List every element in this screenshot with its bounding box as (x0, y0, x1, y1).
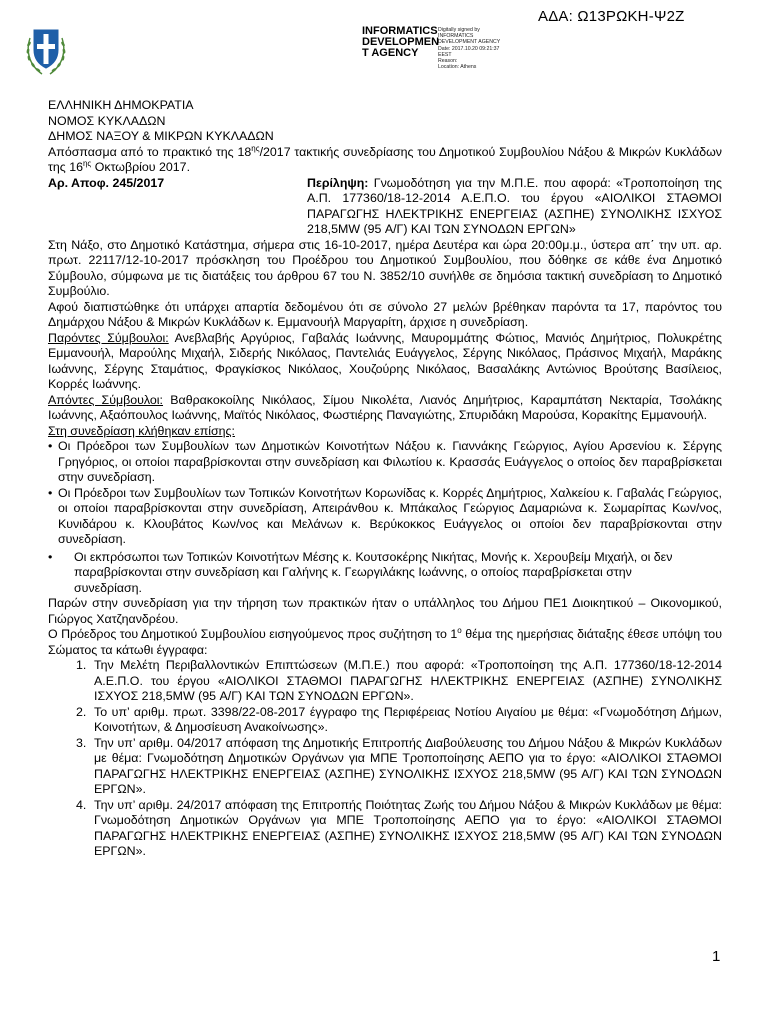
bullet-icon: • (48, 485, 53, 500)
signature-detail-line: Reason: (438, 58, 458, 65)
signature-detail-line: Digitally signed by (438, 27, 480, 33)
signature-detail-line: Date: 2017.10.20 09:21:37 (438, 45, 500, 52)
decision-number: Αρ. Αποφ. 245/2017 (48, 175, 165, 190)
summary-text: Γνωμοδότηση για την Μ.Π.Ε. που αφορά: «Τροποποίηση της Α.Π. 177360/18-12-2014 Α.Ε.Π.Ο. του έργου «ΑΙΟΛΙΚΟΙ ΣΤΑΘΜΟΙ ΠΑΡΑΓΩΓΗΣ ΗΛΕΚΤΡΙΚΗΣ ΕΝΕΡΓΕΙΑΣ (ΑΣΠΗΕ) ΣΥΝΟΛΙΚΗΣ ΙΣΧΥΟΣ 218,5MW (95 Α/Γ) ΚΑΙ ΤΩΝ ΣΥΝΟΔΩΝ ΕΡΓΩΝ» (307, 175, 722, 236)
intro-paragraph: Στη Νάξο, στο Δημοτικό Κατάστημα, σήμερα στις 16-10-2017, ημέρα Δευτέρα και ώρα 20:00μ.μ., ύστερα απ΄ την υπ. αρ. πρωτ. 22117/12-10-2017 πρόσκληση του Προέδρου του Δημοτικού Συμβουλίου, που δόθηκε σε κάθε ένα Δημοτικό Σύμβουλο, σύμφωνα με τις διατάξεις του άρθρου 67 του Ν. 3852/10 συνήλθε σε δημόσια τακτική συνεδρίαση το Δημοτικό Συμβούλιο. (48, 237, 722, 298)
ordinal-superscript: ο (457, 625, 462, 635)
org-line-prefecture: ΝΟΜΟΣ ΚΥΚΛΑΔΩΝ (48, 113, 166, 128)
extract-text: Οκτωβρίου 2017. (91, 160, 191, 174)
list-item (48, 705, 722, 736)
decision-row (48, 176, 722, 238)
hellenic-republic-coat-of-arms-icon (22, 22, 70, 80)
list-item (48, 658, 722, 705)
invited-item: Οι Πρόεδροι των Συμβουλίων των Δημοτικών Κοινοτήτων Νάξου κ. Γιαννάκης Γεώργιος, Αγίου Αρσενίου κ. Σέργης Γρηγόριος, οι οποίοι παραβρίσκονται στην συνεδρίαση και Φιλωτίου κ. Κρασσάς Ευάγγελος ο οποίος δεν παραβρίσκεται στην συνεδρίαση. (58, 439, 722, 484)
ordinal-superscript: ης (82, 158, 92, 168)
document-text: Την Μελέτη Περιβαλλοντικών Επιπτώσεων (Μ.Π.Ε.) που αφορά: «Τροποποίηση της Α.Π. 177360/18-12-2014 Α.Ε.Π.Ο. του έργου «ΑΙΟΛΙΚΟΙ ΣΤΑΘΜΟΙ ΠΑΡΑΓΩΓΗΣ ΗΛΕΚΤΡΙΚΗΣ ΕΝΕΡΓΕΙΑΣ (ΑΣΠΗΕ) ΣΥΝΟΛΙΚΗΣ ΙΣΧΥΟΣ 218,5MW (95 Α/Γ) ΚΑΙ ΤΩΝ ΣΥΝΟΔΩΝ ΕΡΓΩΝ». (94, 658, 722, 703)
invited-item: Οι Πρόεδροι των Συμβουλίων των Τοπικών Κοινοτήτων Κορωνίδας κ. Κορρές Δημήτριος, Χαλκείου κ. Γαβαλάς Γεώργιος, οι οποίοι παραβρίσκονται στην συνεδρίαση, Απειράνθου κ. Μπάκαλος Γεώργιος Δαμαριώνα κ. Σωμαρίπας Κων/νος, Κυνιδάρου κ. Κλουβάτος Κων/νος και Μελάνων κ. Βερύκοκκος Ευάγγελος οι οποίοι δεν παραβρίσκονται στην συνεδρίαση. (58, 485, 722, 546)
document-text: Το υπ’ αριθμ. πρωτ. 3398/22-08-2017 έγγραφο της Περιφέρειας Νοτίου Αιγαίου με θέμα: «Γνωμοδότηση Δήμων, Κοινοτήτων, & Δημοσίευση Ανακοίνωσης». (94, 704, 722, 734)
invited-heading: Στη συνεδρίαση κλήθηκαν επίσης: (48, 423, 235, 438)
list-item (48, 550, 722, 597)
signature-detail-line: EEST (438, 51, 452, 58)
signature-org-line: T AGENCY (362, 47, 419, 59)
item-number: 4. (76, 797, 87, 812)
signature-organization (362, 25, 440, 59)
list-item (48, 439, 722, 486)
document-text: Την υπ’ αριθμ. 24/2017 απόφαση της Επιτροπής Ποιότητας Ζωής του Δήμου Νάξου & Μικρών Κυκλάδων με θέμα: Γνωμοδότηση Δημοτικών Οργάνων για ΜΠΕ Τροποποίησης ΑΕΠΟ για το έργο: «ΑΙΟΛΙΚΟΙ ΣΤΑΘΜΟΙ ΠΑΡΑΓΩΓΗΣ ΗΛΕΚΤΡΙΚΗΣ ΕΝΕΡΓΕΙΑΣ (ΑΣΠΗΕ) ΣΥΝΟΛΙΚΗΣ ΙΣΧΥΟΣ 218,5MW (95 Α/Γ) ΚΑΙ ΤΩΝ ΣΥΝΟΔΩΝ ΕΡΓΩΝ». (94, 797, 722, 858)
present-label: Παρόντες Σύμβουλοι: (48, 330, 169, 345)
bullet-icon: • (48, 439, 53, 453)
list-item (48, 486, 722, 548)
minutes-body (48, 98, 722, 860)
present-councillors (48, 331, 722, 393)
signature-detail-line: INFORMATICS (438, 33, 474, 40)
extract-text: Απόσπασμα από το πρακτικό της 18 (48, 144, 252, 159)
president-text: Ο Πρόεδρος του Δημοτικού Συμβουλίου εισηγούμενος προς συζήτηση το 1 (48, 627, 458, 641)
ordinal-superscript: ης (251, 143, 260, 153)
absent-label: Απόντες Σύμβουλοι: (48, 392, 164, 407)
extract-text: /2017 τακτικής συνεδρίασης του Δημοτικού Συμβουλίου Νάξου & Μικρών Κυκλάδων της 16 (48, 144, 722, 174)
page-number: 1 (712, 948, 721, 965)
clerk-paragraph: Παρών στην συνεδρίαση για την τήρηση των πρακτικών ήταν ο υπάλληλος του Δήμου ΠΕ1 Διοικητικού – Οικονομικού, Γιώργος Χατζηανδρέου. (48, 596, 722, 626)
document-text: Την υπ’ αριθμ. 04/2017 απόφαση της Δημοτικής Επιτροπής Διαβούλευσης του Δήμου Νάξου & Μικρών Κυκλάδων με θέμα: Γνωμοδότηση Δημοτικών Οργάνων για ΜΠΕ Τροποποίησης ΑΕΠΟ για το έργο: «ΑΙΟΛΙΚΟΙ ΣΤΑΘΜΟΙ ΠΑΡΑΓΩΓΗΣ ΗΛΕΚΤΡΙΚΗΣ ΕΝΕΡΓΕΙΑΣ (ΑΣΠΗΕ) ΣΥΝΟΛΙΚΗΣ ΙΣΧΥΟΣ 218,5MW (95 Α/Γ) ΚΑΙ ΤΩΝ ΣΥΝΟΔΩΝ ΕΡΓΩΝ». (94, 735, 722, 796)
invited-item: Οι εκπρόσωποι των Τοπικών Κοινοτήτων Μέσης κ. Κουτσοκέρης Νικήτας, Μονής κ. Χερουβείμ Μιχαήλ, οι δεν παραβρίσκονται στην συνεδρίαση και Γαλήνης κ. Γεωργιλάκης Ιωάννης, ο οποίος παραβρίσκεται στην συνεδρίαση. (74, 549, 673, 595)
extract-heading (48, 145, 722, 176)
documents-list (48, 658, 722, 860)
president-paragraph (48, 627, 722, 658)
ada-code: ΑΔΑ: Ω13ΡΩΚΗ-Ψ2Ζ (538, 8, 685, 25)
org-line-republic: ΕΛΛΗΝΙΚΗ ΔΗΜΟΚΡΑΤΙΑ (48, 98, 194, 112)
item-number: 2. (76, 704, 87, 719)
absent-councillors (48, 393, 722, 424)
summary-label: Περίληψη: (307, 175, 369, 190)
list-item (48, 736, 722, 798)
signature-detail-line: Location: Athens (438, 64, 477, 71)
signature-details (438, 27, 548, 70)
signature-org-line: INFORMATICS (362, 25, 438, 37)
list-item (48, 798, 722, 860)
org-line-municipality: ΔΗΜΟΣ ΝΑΞΟΥ & ΜΙΚΡΩΝ ΚΥΚΛΑΔΩΝ (48, 129, 274, 143)
signature-detail-line: DEVELOPMENT AGENCY (438, 39, 501, 46)
bullet-icon: • (48, 549, 53, 564)
signature-org-line: DEVELOPMEN (362, 36, 440, 48)
absent-list: Βαθρακοκοίλης Νικόλαος, Σίμου Νικολέτα, Λιανός Δημήτριος, Καραμπάτση Νεκταρία, Τσολάκης Ιωάννης, Αξαόπουλος Ιωάννης, Μαϊτός Νικόλαος, Φωστιέρης Παναγιώτης, Σπυριδάκη Μαρούσα, Κορακίτης Εμμανουήλ. (48, 392, 722, 422)
present-list: Ανεβλαβής Αργύριος, Γαβαλάς Ιωάννης, Μαυρομμάτης Φώτιος, Μανιός Δημήτριος, Πολυκρέτης Εμμανουήλ, Μαρούλης Μιχαήλ, Σιδερής Νικόλαος, Παντελιάς Ευάγγελος, Σέργης Νικόλαος, Πράσινος Μιχαήλ, Μαράκης Ιωάννης, Σέργης Σταμάτιος, Φραγκίσκος Νικόλαος, Χουζούρης Νικόλαος, Βασαλάκης Αντώνιος Βρούτσης Βασίλειος, Κορρές Ιωάννης. (48, 330, 723, 391)
item-number: 1. (76, 658, 87, 672)
item-number: 3. (76, 735, 87, 750)
decision-summary (307, 176, 722, 238)
president-text: θέμα της ημερήσιας διάταξης έθεσε υπόψη του Σώματος τα κάτωθι έγγραφα: (48, 627, 722, 657)
quorum-paragraph: Αφού διαπιστώθηκε ότι υπάρχει απαρτία δεδομένου ότι σε σύνολο 27 μελών βρέθηκαν παρόντα τα 17, παρόντος του Δημάρχου Νάξου & Μικρών Κυκλάδων κ. Εμμανουήλ Μαργαρίτη, άρχισε η συνεδρίαση. (48, 299, 722, 329)
